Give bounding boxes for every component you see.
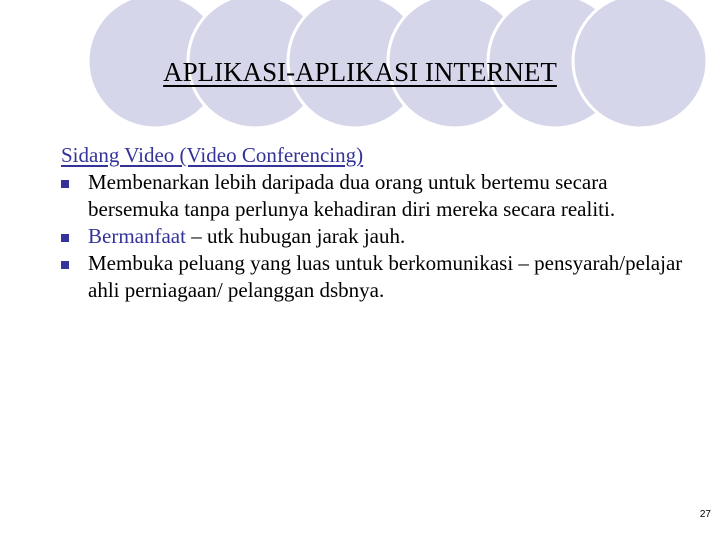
square-bullet-icon xyxy=(61,234,69,242)
bullet-item xyxy=(61,223,701,250)
bullet-text: Membuka peluang yang luas untuk berkomunikasi – pensyarah/pelajar ahli perniagaan/ pelanggan dsbnya. xyxy=(88,251,683,302)
square-bullet-icon xyxy=(61,180,69,188)
square-bullet-icon xyxy=(61,261,69,269)
bullet-item xyxy=(61,250,701,304)
bullet-list xyxy=(61,169,701,304)
slide-title: APLIKASI-APLIKASI INTERNET xyxy=(163,57,557,87)
slide-content xyxy=(61,142,701,304)
bullet-item xyxy=(61,169,701,223)
page-number: 27 xyxy=(699,509,711,520)
bullet-text: Membenarkan lebih daripada dua orang untuk bertemu secara bersemuka tanpa perlunya kehadiran diri mereka secara realiti. xyxy=(88,170,616,221)
bullet-highlight-word: Bermanfaat xyxy=(88,224,186,248)
section-subtitle: Sidang Video (Video Conferencing) xyxy=(61,143,364,167)
bullet-text: – utk hubugan jarak jauh. xyxy=(185,224,406,248)
